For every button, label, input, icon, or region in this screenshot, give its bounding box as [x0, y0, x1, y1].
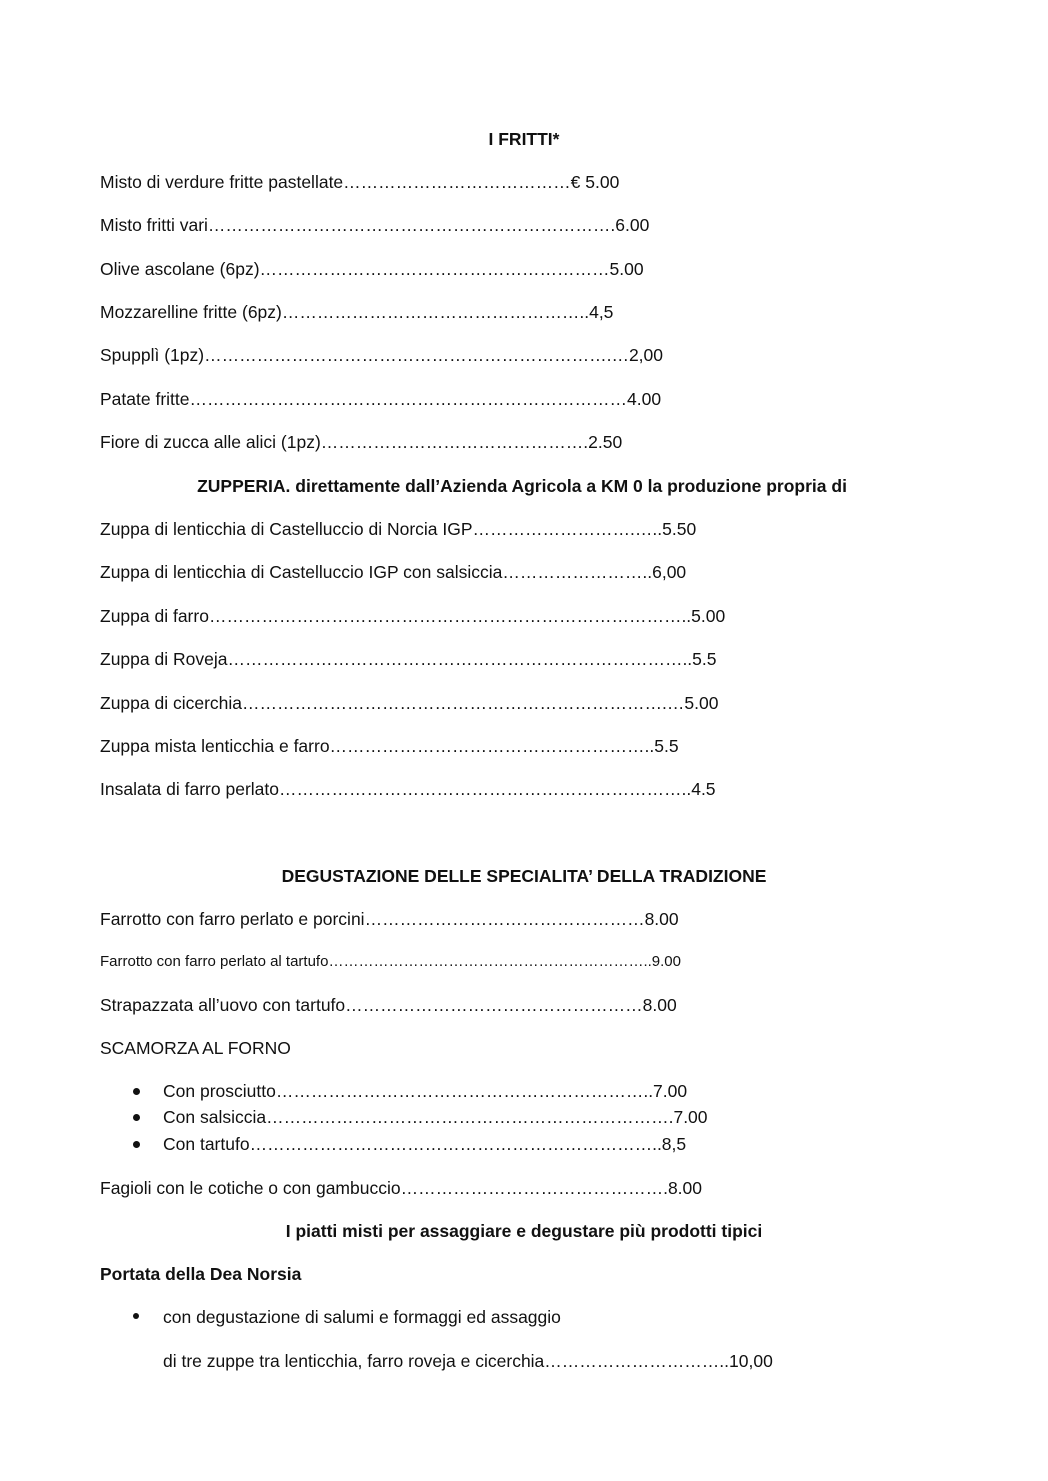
menu-item-strapazzata: Strapazzata all’uovo con tartufo……………………………………………8.00 [100, 995, 677, 1015]
portata-price-line: di tre zuppe tra lenticchia, farro roveja e cicerchia…………………………..10,00 [163, 1351, 773, 1371]
menu-item-zuppa-lenticchia-norcia: Zuppa di lenticchia di Castelluccio di Norcia IGP……………………….…..5.50 [100, 519, 697, 539]
scamorza-title: SCAMORZA AL FORNO [100, 1038, 291, 1058]
menu-item-zuppa-farro: Zuppa di farro………………………………………………………………………..5.00 [100, 606, 726, 626]
bullet-icon [133, 1114, 140, 1121]
portata-title: Portata della Dea Norsia [100, 1264, 302, 1284]
piatti-misti-heading: I piatti misti per assaggiare e degustare più prodotti tipici [285, 1221, 763, 1241]
menu-item-olive-ascolane: Olive ascolane (6pz)……………………………………………………5.00 [100, 259, 644, 279]
fritti-heading: I FRITTI* [488, 129, 560, 149]
menu-item-scamorza-prosciutto: Con prosciutto………………………………………………………..7.00 [163, 1081, 688, 1101]
degustazione-heading: DEGUSTAZIONE DELLE SPECIALITA’ DELLA TRADIZIONE [281, 866, 767, 886]
menu-item-spuppli: Spupplì (1pz)…………………………………………………………….…2,00 [100, 345, 664, 365]
menu-item-scamorza-tartufo: Con tartufo……………………………………………………………..8,5 [163, 1134, 687, 1154]
menu-item-fagioli: Fagioli con le cotiche o con gambuccio……………………………………….8.00 [100, 1178, 703, 1198]
zupperia-heading: ZUPPERIA. direttamente dall’Azienda Agricola a KM 0 la produzione propria di [197, 476, 847, 496]
menu-item-fiore-zucca: Fiore di zucca alle alici (1pz)……………………………………….2.50 [100, 432, 623, 452]
menu-item-farrotto-porcini: Farrotto con farro perlato e porcini…………………………………………8.00 [100, 909, 679, 929]
menu-item-insalata-farro: Insalata di farro perlato……………………………………………………………..4.5 [100, 779, 716, 799]
menu-item-misto-verdure: Misto di verdure fritte pastellate…………………………………€ 5.00 [100, 172, 620, 192]
menu-item-misto-fritti: Misto fritti vari…………………………………………………………….6.00 [100, 215, 650, 235]
bullet-icon [133, 1313, 139, 1319]
portata-description: con degustazione di salumi e formaggi ed assaggio [163, 1307, 561, 1327]
menu-item-zuppa-roveja: Zuppa di Roveja……………………………………………………………………..5.5 [100, 649, 717, 669]
menu-item-patate-fritte: Patate fritte…………………………………………………………………4.00 [100, 389, 662, 409]
menu-item-zuppa-mista: Zuppa mista lenticchia e farro………………………………………………..5.5 [100, 736, 679, 756]
menu-item-scamorza-salsiccia: Con salsiccia…………………………………………………………….7.00 [163, 1107, 708, 1127]
menu-item-zuppa-cicerchia: Zuppa di cicerchia……………………………………………………………….…5.00 [100, 693, 719, 713]
menu-item-zuppa-lenticchia-salsiccia: Zuppa di lenticchia di Castelluccio IGP con salsiccia……………………..6,00 [100, 562, 687, 582]
bullet-icon [133, 1141, 140, 1148]
bullet-icon [133, 1088, 140, 1095]
menu-item-mozzarelline: Mozzarelline fritte (6pz)……………………………………………..4,5 [100, 302, 614, 322]
menu-item-farrotto-tartufo: Farrotto con farro perlato al tartufo………………………………………………………..9.00 [100, 953, 681, 970]
